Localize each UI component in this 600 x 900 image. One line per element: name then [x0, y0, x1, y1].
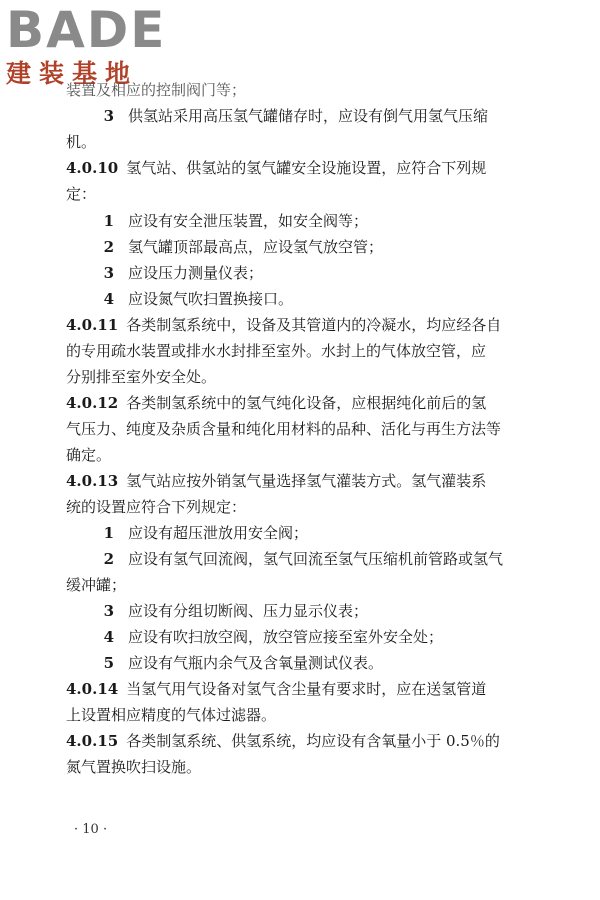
text-line: [66, 78, 246, 103]
item-number: 5: [103, 654, 114, 672]
list-item: [100, 104, 488, 129]
line-text: 的专用疏水装置或排水水封排至室外。水封上的气体放空管，应: [66, 342, 487, 360]
clause-number: 4.0.12: [66, 394, 119, 412]
line-text: 定：: [66, 185, 97, 203]
line-text: 应设有吹扫放空阀，放空管应接至室外安全处；: [128, 628, 444, 646]
item-number: 3: [103, 107, 114, 125]
item-number: 4: [103, 628, 114, 646]
line-text: 当氢气用气设备对氢气含尘量有要求时，应在送氢管道: [126, 680, 487, 698]
line-text: 气压力、纯度及杂质含量和纯化用材料的品种、活化与再生方法等: [66, 420, 502, 438]
item-number: 3: [103, 602, 114, 620]
line-text: 应设有超压泄放用安全阀；: [128, 524, 309, 542]
item-number: 4: [103, 290, 114, 308]
text-line: [66, 339, 486, 364]
line-text: 机。: [66, 133, 97, 151]
line-text: 各类制氢系统中，设备及其管道内的冷凝水，均应经各自: [126, 316, 502, 334]
text-line: [66, 443, 111, 468]
text-line: [66, 573, 126, 598]
item-number: 3: [103, 264, 114, 282]
item-number: 2: [103, 238, 114, 256]
line-text: 应设有安全泄压装置，如安全阀等；: [128, 212, 369, 230]
line-text: 各类制氢系统、供氢系统，均应设有含氧量小于 0.5％的: [126, 732, 500, 750]
line-text: 上设置相应精度的气体过滤器。: [66, 706, 277, 724]
line-text: 应设压力测量仪表；: [128, 264, 264, 282]
line-text: 装置及相应的控制阀门等；: [66, 81, 247, 99]
line-text: 应设氮气吹扫置换接口。: [128, 290, 294, 308]
item-number: 1: [103, 212, 114, 230]
clause: [66, 729, 500, 754]
text-line: [66, 755, 201, 780]
line-text: 确定。: [66, 446, 112, 464]
text-line: [66, 495, 246, 520]
list-item: [100, 651, 383, 676]
clause: [66, 313, 501, 338]
text-line: [66, 365, 216, 390]
line-text: 统的设置应符合下列规定：: [66, 498, 247, 516]
line-text: 供氢站采用高压氢气罐储存时，应设有倒气用氢气压缩: [128, 107, 489, 125]
clause: [66, 469, 486, 494]
list-item: [100, 235, 383, 260]
clause-number: 4.0.13: [66, 472, 119, 490]
line-text: 应设有分组切断阀、压力显示仪表；: [128, 602, 369, 620]
line-text: 氮气置换吹扫设施。: [66, 758, 202, 776]
text-line: [66, 182, 96, 207]
line-text: 各类制氢系统中的氢气纯化设备，应根据纯化前后的氢: [126, 394, 487, 412]
clause-number: 4.0.11: [66, 316, 119, 334]
clause: [66, 677, 486, 702]
page-number: · 10 ·: [74, 822, 108, 837]
list-item: [100, 521, 308, 546]
line-text: 氢气站、供氢站的氢气罐安全设施设置，应符合下列规: [126, 159, 487, 177]
clause-number: 4.0.14: [66, 680, 119, 698]
logo-subtitle: 建装基地: [6, 59, 139, 88]
line-text: 缓冲罐；: [66, 576, 127, 594]
text-line: [66, 703, 276, 728]
list-item: [100, 209, 368, 234]
list-item: [100, 625, 443, 650]
line-text: 氢气罐顶部最高点，应设氢气放空管；: [128, 238, 384, 256]
clause: [66, 391, 486, 416]
logo-wordmark: BADE: [6, 1, 167, 59]
list-item: [100, 547, 503, 572]
text-line: [66, 417, 501, 442]
item-number: 2: [103, 550, 114, 568]
clause-number: 4.0.10: [66, 159, 119, 177]
list-item: [100, 261, 263, 286]
list-item: [100, 287, 293, 312]
line-text: 分别排至室外安全处。: [66, 368, 217, 386]
clause-number: 4.0.15: [66, 732, 119, 750]
text-line: [66, 130, 96, 155]
item-number: 1: [103, 524, 114, 542]
list-item: [100, 599, 368, 624]
line-text: 应设有气瓶内余气及含氧量测试仪表。: [128, 654, 384, 672]
line-text: 氢气站应按外销氢气量选择氢气灌装方式。氢气灌装系: [126, 472, 487, 490]
line-text: 应设有氢气回流阀，氢气回流至氢气压缩机前管路或氢气: [128, 550, 504, 568]
clause: [66, 156, 486, 181]
